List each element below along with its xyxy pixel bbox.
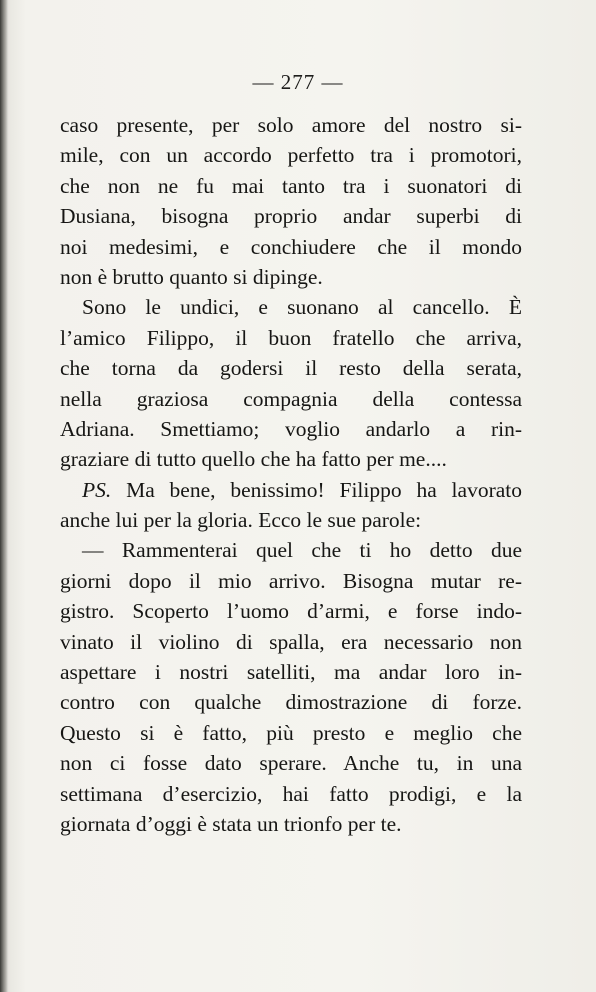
text-line-ps: [60, 475, 522, 505]
text-line: Adriana. Smettiamo; voglio andarlo a rin-: [60, 416, 522, 441]
ps-label: PS.: [82, 477, 112, 502]
text-line: — Rammenterai quel che ti ho detto due: [82, 538, 522, 563]
page-number: — 277 —: [252, 70, 344, 94]
text-line: aspettare i nostri satelliti, ma andar loro in-: [60, 660, 522, 685]
ps-text: Ma bene, benissimo! Filippo ha lavorato: [111, 477, 522, 502]
text-line: contro con qualche dimostrazione di forze.: [60, 690, 522, 715]
page-binding-edge: [0, 0, 8, 992]
text-line: noi medesimi, e conchiudere che il mondo: [60, 234, 522, 259]
text-line: Questo si è fatto, più presto e meglio che: [60, 720, 522, 745]
text-line: settimana d’esercizio, hai fatto prodigi, e la: [60, 781, 522, 806]
body-text: [60, 110, 522, 839]
text-line: l’amico Filippo, il buon fratello che arriva,: [60, 325, 522, 350]
text-line: non è brutto quanto si dipinge.: [60, 264, 323, 289]
text-line: mile, con un accordo perfetto tra i promotori,: [60, 143, 522, 168]
text-line: nella graziosa compagnia della contessa: [60, 386, 522, 411]
text-line: non ci fosse dato sperare. Anche tu, in una: [60, 751, 522, 776]
text-line: graziare di tutto quello che ha fatto per me....: [60, 447, 447, 472]
text-line: caso presente, per solo amore del nostro si-: [60, 113, 522, 137]
text-line: Sono le undici, e suonano al cancello. È: [82, 295, 522, 320]
text-line: che non ne fu mai tanto tra i suonatori di: [60, 173, 522, 198]
text-line: giorni dopo il mio arrivo. Bisogna mutar re-: [60, 568, 522, 593]
text-line: che torna da godersi il resto della serata,: [60, 356, 522, 381]
text-line: gistro. Scoperto l’uomo d’armi, e forse indo-: [60, 599, 522, 624]
text-line: anche lui per la gloria. Ecco le sue parole:: [60, 508, 422, 533]
text-line: giornata d’oggi è stata un trionfo per te.: [60, 811, 402, 836]
text-line: vinato il violino di spalla, era necessario non: [60, 629, 522, 654]
text-line: Dusiana, bisogna proprio andar superbi di: [60, 204, 522, 229]
